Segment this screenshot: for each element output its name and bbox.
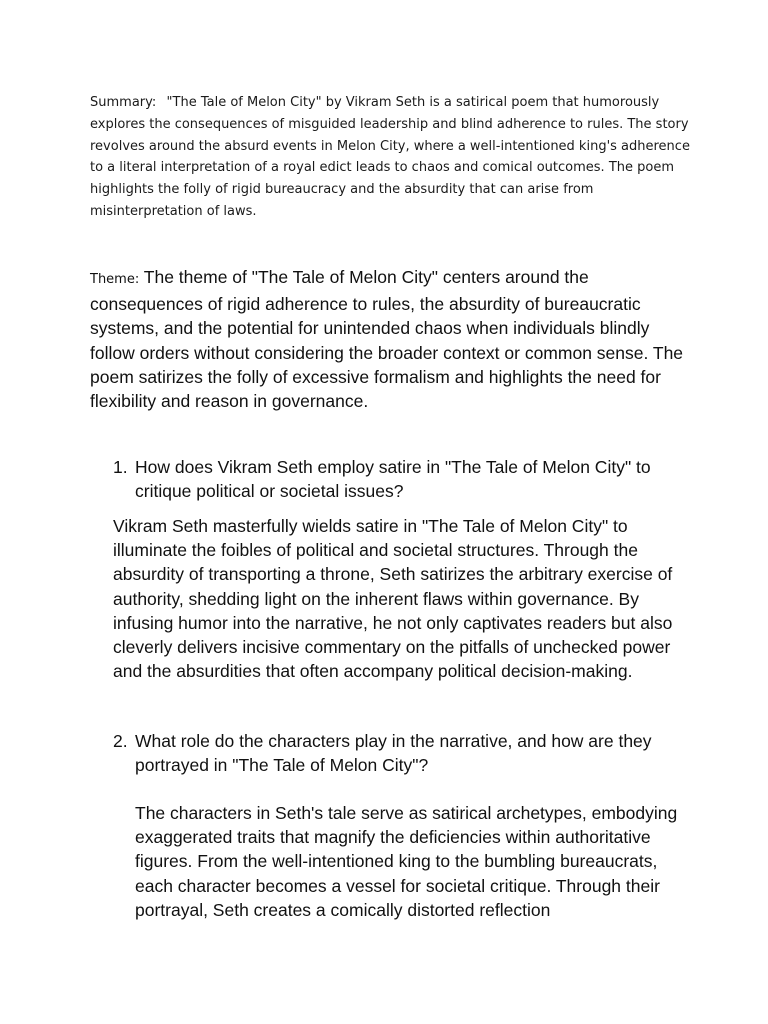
- question-2-number: 2.: [113, 731, 128, 751]
- question-1: [113, 455, 673, 503]
- question-2: [113, 729, 673, 777]
- summary-label: Summary:: [90, 95, 157, 110]
- theme-paragraph: [90, 265, 690, 413]
- question-2-text: What role do the characters play in the narrative, and how are they portrayed in "The Tale of Melon City"?: [135, 731, 652, 776]
- summary-paragraph: [90, 92, 690, 223]
- theme-label: Theme:: [90, 272, 140, 287]
- question-1-number: 1.: [113, 457, 128, 477]
- question-1-text: How does Vikram Seth employ satire in "The Tale of Melon City" to critique political or societal issues?: [135, 457, 651, 502]
- answer-1: Vikram Seth masterfully wields satire in "The Tale of Melon City" to illuminate the foibles of political and societal structures. Through the absurdity of transporting a throne, Seth satirizes the arbitrary exercise of authority, shedding light on the inherent flaws within governance. By infusing humor into the narrative, he not only captivates readers but also cleverly delivers incisive commentary on the pitfalls of unchecked power and the absurdities that often accompany political decision-making.: [113, 516, 673, 682]
- theme-text: The theme of "The Tale of Melon City" centers around the consequences of rigid adherence to rules, the absurdity of bureaucratic systems, and the potential for unintended chaos when individuals blindly follow orders without considering the broader context or common sense. The poem satirizes the folly of excessive formalism and highlights the need for flexibility and reason in governance.: [90, 267, 684, 412]
- answer-2: The characters in Seth's tale serve as satirical archetypes, embodying exaggerated traits that magnify the deficiencies within authoritative figures. From the well-intentioned king to the bumbling bureaucrats, each character becomes a vessel for societal critique. Through their portrayal, Seth creates a comically distorted reflection: [135, 803, 678, 920]
- summary-text: "The Tale of Melon City" by Vikram Seth is a satirical poem that humorously explores the consequences of misguided leadership and blind adherence to rules. The story revolves around the absurd events in Melon City, where a well-intentioned king's adherence to a literal interpretation of a royal edict leads to chaos and comical outcomes. The poem highlights the folly of rigid bureaucracy and the absurdity that can arise from misinterpretation of laws.: [90, 95, 690, 219]
